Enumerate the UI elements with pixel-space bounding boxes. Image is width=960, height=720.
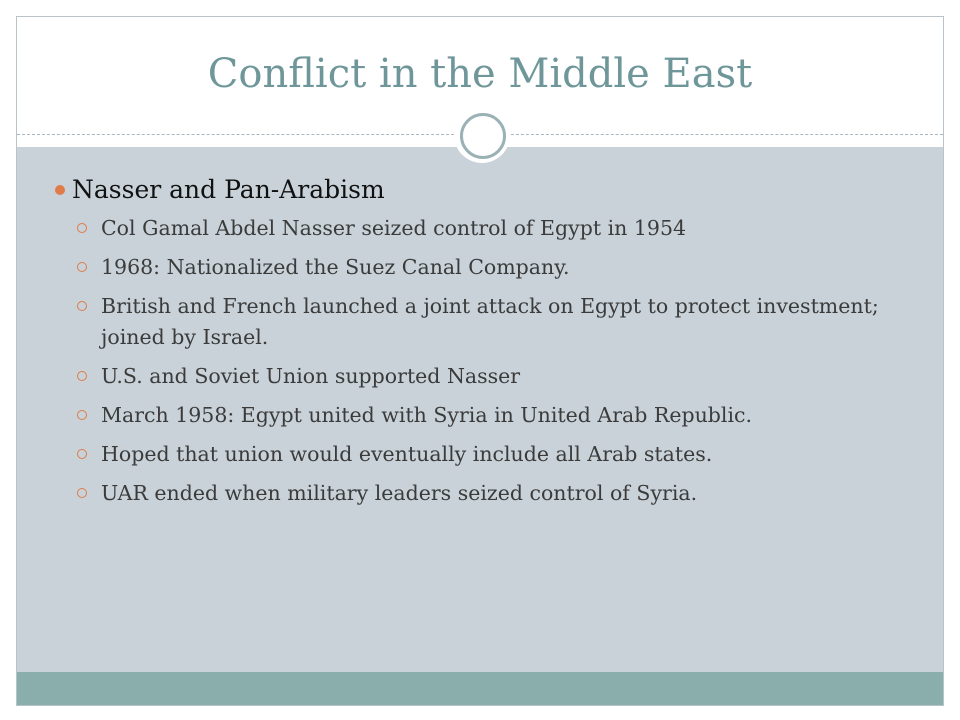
list-item-text: 1968: Nationalized the Suez Canal Company. [101, 255, 570, 279]
hollow-circle-bullet-icon [77, 301, 87, 311]
list-item [55, 252, 925, 283]
footer-bar [17, 672, 943, 705]
hollow-circle-bullet-icon [77, 371, 87, 381]
list-item-text: Hoped that union would eventually include all Arab states. [101, 442, 713, 466]
slide-title: Conflict in the Middle East [207, 51, 753, 97]
list-item [55, 400, 925, 431]
ornament-ring [460, 113, 506, 159]
list-item-text: U.S. and Soviet Union supported Nasser [101, 364, 521, 388]
hollow-circle-bullet-icon [77, 223, 87, 233]
list-item-text: British and French launched a joint attack on Egypt to protect investment; joined by Israel. [101, 294, 879, 349]
list-item [55, 213, 925, 244]
list-item-text: Col Gamal Abdel Nasser seized control of Egypt in 1954 [101, 216, 687, 240]
bullet-list [55, 171, 925, 517]
slide [16, 16, 944, 706]
list-item-text: March 1958: Egypt united with Syria in United Arab Republic. [101, 403, 753, 427]
heading-bullet [55, 171, 925, 209]
list-item [55, 439, 925, 470]
hollow-circle-bullet-icon [77, 488, 87, 498]
heading-text: Nasser and Pan-Arabism [72, 175, 385, 204]
list-item [55, 361, 925, 392]
hollow-circle-bullet-icon [77, 449, 87, 459]
hollow-circle-bullet-icon [77, 262, 87, 272]
list-item [55, 291, 925, 353]
hollow-circle-bullet-icon [77, 410, 87, 420]
circle-ornament-icon [454, 107, 510, 163]
list-item [55, 478, 925, 509]
list-item-text: UAR ended when military leaders seized control of Syria. [101, 481, 698, 505]
filled-circle-bullet-icon [55, 185, 65, 195]
